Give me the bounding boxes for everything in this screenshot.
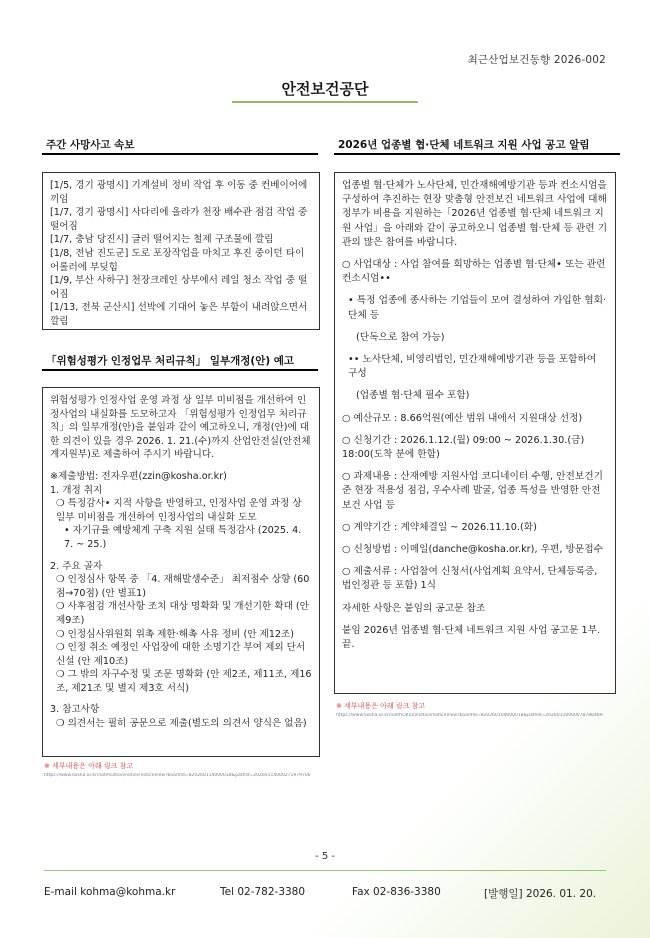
part3-item: ❍ 의견서는 필히 공문으로 제출(별도의 의견서 양식은 없음) xyxy=(56,718,307,730)
part3-title: 3. 참고사항 xyxy=(50,704,100,716)
part2-item: ❍ 인정 취소 예정인 사업장에 대한 소명기간 부여 제외 단서 신설 (안 제10조) xyxy=(56,642,306,667)
footer-divider xyxy=(44,870,606,871)
part1-note: • 자기규율 예방체계 구축 지원 실태 특정감사 (2025. 4. 7. ~ 25.) xyxy=(64,525,302,550)
accident-item: [1/8, 전남 진도군] 도로 포장작업을 마치고 후진 중이던 타이어롤러에 부딪힘 xyxy=(50,247,305,273)
accident-list-box xyxy=(42,172,320,330)
intro-text: 업종별 협·단체가 노사단체, 민간재해예방기관 등과 컨소시엄을 구성하여 추진하는 현장 맞춤형 안전보건 네트워크 사업에 대해 정부가 비용을 지원하는「2026년 업종별 협·단체 네트워크 지원 사업」을 아래와 같이 공고하오니 업종별 협·단체 등 관련 기관의 많은 참여를 바랍니다. xyxy=(342,180,608,248)
method-item: ○ 신청방법 : 이메일(danche@kosha.or.kr), 우편, 방문접수 xyxy=(342,544,603,556)
tasks-item: ○ 과제내용 : 산재예방 지원사업 코디네이터 수행, 안전보건기준 현장 적용성 점검, 우수사례 발굴, 업종 특성을 반영한 안전보건 사업 등 xyxy=(342,471,603,511)
target-note: (단독으로 참여 가능) xyxy=(356,331,445,343)
target-item: ○ 사업대상 : 사업 참여를 희망하는 업종별 협·단체• 또는 관련 컨소시엄•• xyxy=(342,259,606,285)
accident-item: [1/5, 경기 광명시] 기계설비 정비 작업 후 이동 중 컨베이어에 끼임 xyxy=(50,180,308,205)
attachment-text: 붙임 2026년 업종별 협·단체 네트워크 지원 사업 공고문 1부. 끝. xyxy=(342,624,601,651)
network-support-box xyxy=(334,172,616,694)
section-title-network-support: 2026년 업종별 협·단체 네트워크 지원 사업 공고 알림 xyxy=(334,137,620,155)
footer-published: [발행일] 2026. 01. 20. xyxy=(484,888,597,900)
footer-fax: Fax 02-836-3380 xyxy=(352,886,441,898)
target-note: (업종별 협·단체 필수 포함) xyxy=(356,390,470,402)
budget-item: ○ 예산규모 : 8.66억원(예산 범위 내에서 지원대상 선정) xyxy=(342,412,583,424)
section-title-weekly-accidents: 주간 사망사고 속보 xyxy=(42,137,318,155)
accident-item: [1/9, 부산 사하구] 천장크레인 상부에서 레일 청소 작업 중 떨어짐 xyxy=(50,275,308,300)
part2-item: ❍ 인정심사위원회 위촉 제한·해촉 사유 정비 (안 제12조) xyxy=(56,628,295,640)
accident-item: [1/13, 전북 군산시] 선박에 기대어 놓은 부함이 내려앉으면서 깔림 xyxy=(50,302,308,327)
reference-note: ※ 세부내용은 아래 링크 참고 xyxy=(44,762,134,770)
docs-item: ○ 제출서류 : 사업참여 신청서(사업계획 요약서, 단체등록증, 법인정관 등 포함) 1식 xyxy=(342,566,598,592)
submission-method: ※제출방법: 전자우편(zzin@kosha.or.kr) xyxy=(50,470,227,482)
risk-assessment-box xyxy=(42,387,320,757)
intro-text: 위험성평가 인정사업 운영 과정 상 일부 미비점을 개선하여 인정사업의 내실화를 도모하고자 「위험성평가 인정업무 처리규칙」의 일부개정(안)을 붙임과 같이 예고하오니, 개정(안)에 대한 의견이 있을 경우 2026. 1. 21.(수)까지 산업안전실(안전체계지원부)로 제출하여 주시기 바랍니다. xyxy=(50,395,311,461)
footer-tel: Tel 02-782-3380 xyxy=(220,886,306,898)
part1-item: ❍ 특정감사• 지적 사항을 반영하고, 인정사업 운영 과정 상 일부 미비점을 개선하여 인정사업의 내실화 도모 xyxy=(56,498,302,523)
part2-item: ❍ 그 밖의 자구수정 및 조문 명확화 (안 제2조, 제11조, 제16조, 제21조 및 별지 제3호 서식) xyxy=(56,669,312,694)
reference-link[interactable]: https://www.kosha.or.kr/notification/notice/noticeView?boardId=B20260114000018&pathId=20260114000271979706 xyxy=(44,773,311,778)
page-number: - 5 - xyxy=(315,851,335,862)
part1-title: 1. 개정 취지 xyxy=(50,484,103,496)
reference-link[interactable]: https://www.kosha.or.kr/notification/notice/noticeView?boardId=B20260109000018&pathId=20260110000078786469 xyxy=(336,713,603,718)
part2-title: 2. 주요 골자 xyxy=(50,560,103,572)
detail-text: 자세한 사항은 붙임의 공고문 참조 xyxy=(342,602,486,614)
accident-item: [1/7, 충남 당진시] 글러 떨어지는 철제 구조물에 깔림 xyxy=(50,234,274,246)
part2-item: ❍ 인정심사 항목 중 「4. 재해발생수준」 최저점수 상향 (60점→70점) (안 별표1) xyxy=(56,574,310,599)
section-title-risk-assessment: 「위험성평가 인정업무 처리규칙」 일부개정(안) 예고 xyxy=(42,353,318,371)
period-item: ○ 신청기간 : 2026.1.12.(월) 09:00 ~ 2026.1.30.(금) 18:00(도착 분에 한함) xyxy=(342,434,585,461)
footer-email: E-mail kohma@kohma.kr xyxy=(44,886,176,898)
issue-label: 최근산업보건동향 2026-002 xyxy=(467,54,606,66)
accident-item: [1/7, 경기 광명시] 사다리에 올라가 천장 배수관 점검 작업 중 떨어짐 xyxy=(50,207,308,232)
target-note: • 특정 업종에 종사하는 기업들이 모여 결성하여 가입한 협회·단체 등 xyxy=(348,295,607,321)
target-note: •• 노사단체, 비영리법인, 민간재해예방기관 등을 포함하여 구성 xyxy=(348,354,597,380)
org-title: 안전보건공단 xyxy=(281,80,369,98)
title-underline xyxy=(232,101,418,103)
contract-item: ○ 계약기간 : 계약체결일 ~ 2026.11.10.(화) xyxy=(342,521,537,533)
part2-item: ❍ 사후점검 개선사항 조치 대상 명확화 및 개선기한 확대 (안 제9조) xyxy=(56,601,309,626)
reference-note: ※ 세부내용은 아래 링크 참고 xyxy=(336,702,426,710)
